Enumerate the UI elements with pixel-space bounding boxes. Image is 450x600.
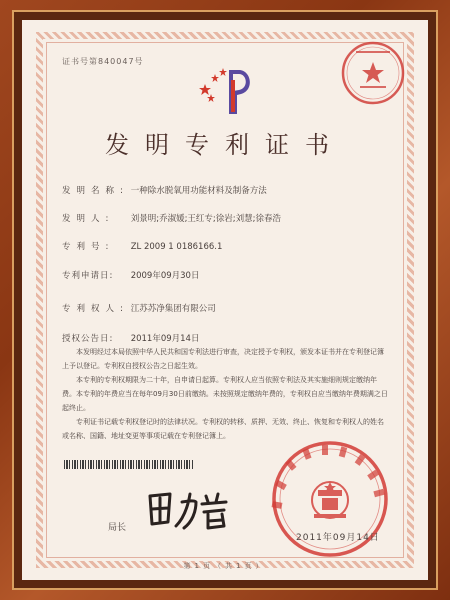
- certificate-number: 证书号第840047号: [62, 57, 144, 66]
- barcode: [64, 460, 194, 469]
- field-value: 2009年09月30日: [130, 271, 200, 281]
- certificate-title: 发明专利证书: [105, 131, 345, 159]
- field-value: 江苏苏净集团有限公司: [130, 304, 216, 314]
- field-application-date: [62, 269, 199, 281]
- page-footer: 第1页（共1页）: [183, 562, 267, 570]
- field-value: ZL 2009 1 0186166.1: [130, 242, 223, 252]
- patent-office-logo: [193, 60, 263, 120]
- field-value: 刘景明;乔淑媛;王红专;徐岩;刘慧;徐春浩: [130, 214, 282, 224]
- field-value: 一种除水脱氧用功能材料及制备方法: [130, 186, 267, 196]
- field-label: 发明名称:: [62, 186, 129, 196]
- field-inventors: [62, 212, 281, 224]
- field-label: 授权公告日:: [62, 334, 114, 344]
- field-label: 专利号:: [62, 242, 115, 252]
- authorization-seal: [340, 40, 406, 106]
- certificate-body: [62, 345, 388, 443]
- body-paragraph: 专利证书记载专利权登记时的法律状况。专利权的转移、质押、无效、终止、恢复和专利权人的姓名或名称、国籍、地址变更等事项记载在专利登记簿上。: [62, 418, 384, 440]
- field-invention-name: [62, 184, 267, 196]
- director-signature: [130, 484, 240, 539]
- body-paragraph: 本专利的专利权期限为二十年，自申请日起算。专利权人应当依照专利法及其实施细则规定缴纳年费。本专利的年费应当在每年09月30日前缴纳。未按照规定缴纳年费的，专利权自应当缴纳年费期满之日起终止。: [62, 376, 388, 412]
- body-paragraph: 本发明经过本局依照中华人民共和国专利法进行审查，决定授予专利权，颁发本证书并在专利登记簿上予以登记。专利权自授权公告之日起生效。: [62, 348, 384, 370]
- field-patent-number: [62, 240, 222, 252]
- director-label: 局长: [108, 523, 127, 533]
- field-label: 发明人:: [62, 214, 115, 224]
- field-label: 专利申请日:: [62, 271, 114, 281]
- field-grant-date: [62, 332, 199, 344]
- issue-date: 2011年09月14日: [296, 533, 380, 543]
- field-label: 专利权人:: [62, 304, 129, 314]
- field-patentee: [62, 302, 216, 314]
- field-value: 2011年09月14日: [130, 334, 200, 344]
